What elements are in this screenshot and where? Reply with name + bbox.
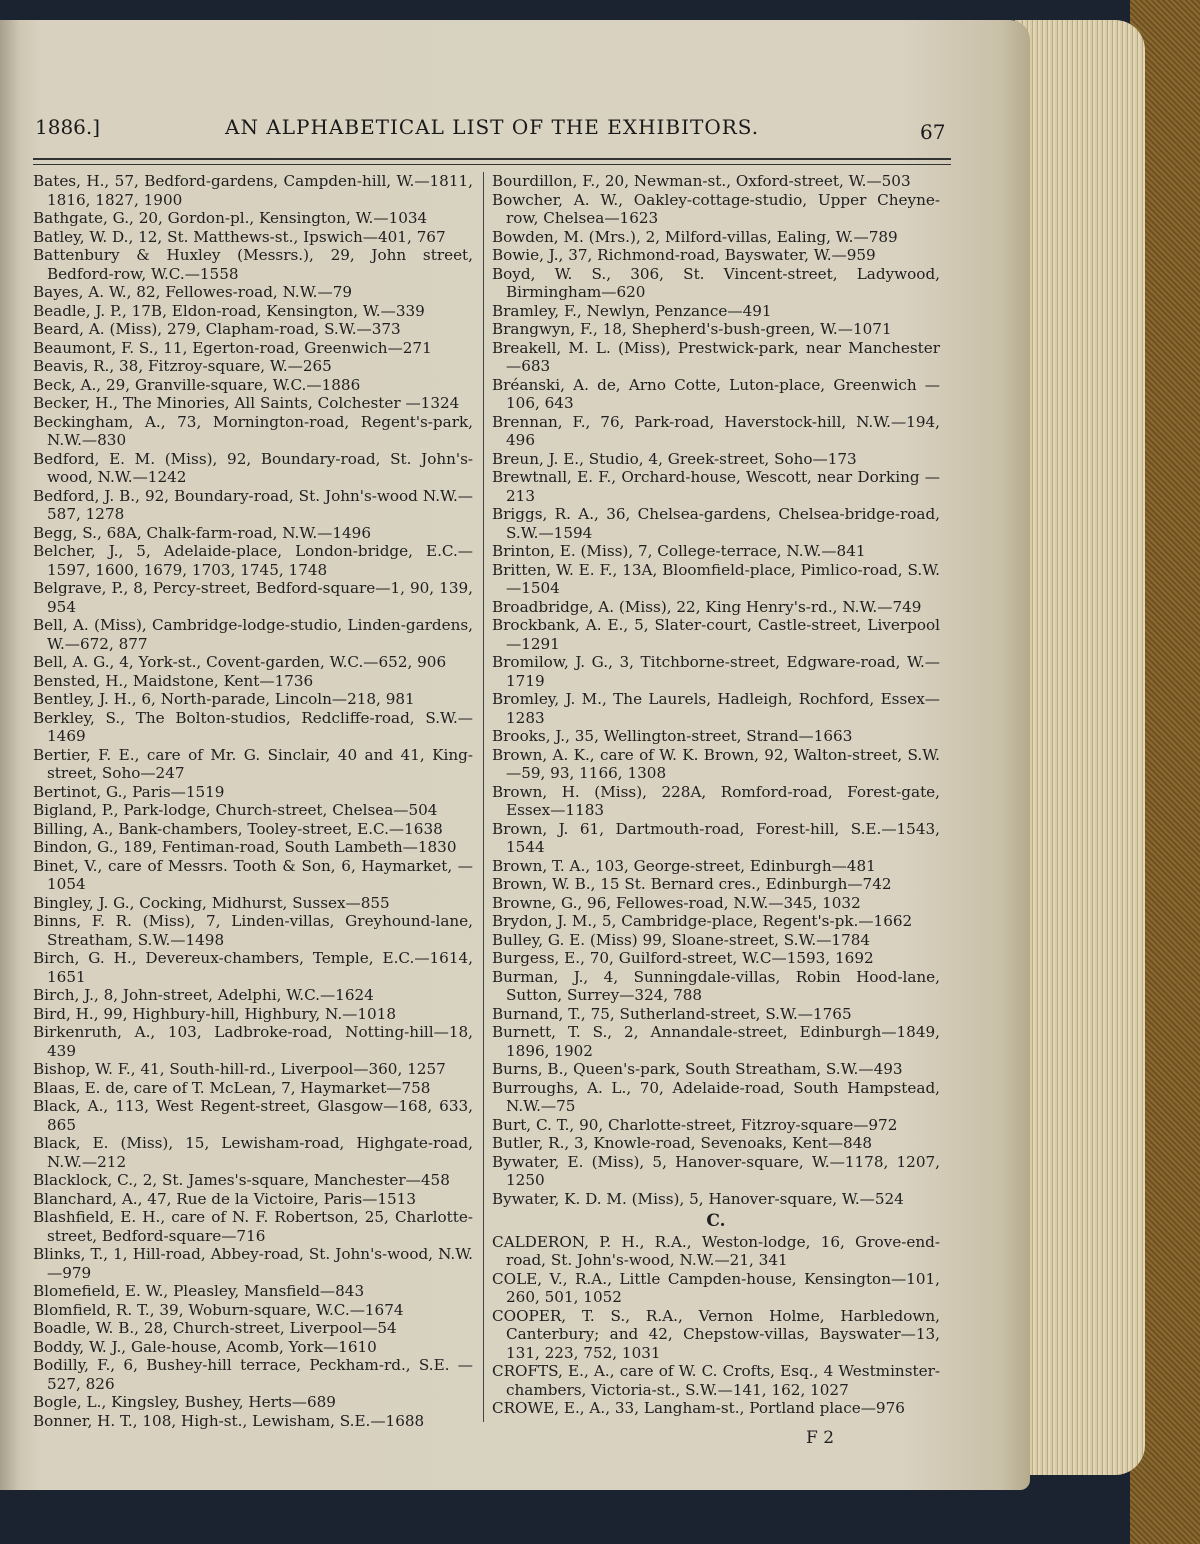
exhibitor-entry: Beadle, J. P., 17B, Eldon-road, Kensington, W.—339 <box>33 301 425 320</box>
column-divider <box>483 172 484 1422</box>
exhibitor-entry: Blinks, T., 1, Hill-road, Abbey-road, St. John's-wood, N.W.—979 <box>33 1245 473 1282</box>
exhibitor-entry: Birch, G. H., Devereux-chambers, Temple, E.C.—1614, 1651 <box>33 949 473 986</box>
exhibitor-entry: Brown, H. (Miss), 228A, Romford-road, Forest-gate, Essex—1183 <box>492 782 940 819</box>
exhibitor-entry: Binet, V., care of Messrs. Tooth & Son, 6, Haymarket, —1054 <box>33 856 473 893</box>
exhibitor-entry: Burns, B., Queen's-park, South Streatham, S.W.—493 <box>492 1060 903 1078</box>
exhibitor-entry: Bogle, L., Kingsley, Bushey, Herts—689 <box>33 1393 336 1411</box>
exhibitor-entry: Beaumont, F. S., 11, Egerton-road, Greenwich—271 <box>33 338 432 357</box>
exhibitor-entry: Becker, H., The Minories, All Saints, Colchester —1324 <box>33 394 460 412</box>
exhibitor-entry: Bowcher, A. W., Oakley-cottage-studio, Upper Cheyne-row, Chelsea—1623 <box>492 190 940 227</box>
header-year: 1886.] <box>35 115 101 139</box>
exhibitor-entry: Blomfield, R. T., 39, Woburn-square, W.C.—1674 <box>33 1300 404 1319</box>
exhibitor-entry: Brown, W. B., 15 St. Bernard cres., Edinburgh—742 <box>492 875 892 893</box>
exhibitor-entry: Begg, S., 68A, Chalk-farm-road, N.W.—1496 <box>33 523 371 542</box>
exhibitor-entry: Bingley, J. G., Cocking, Midhurst, Sussex—855 <box>33 893 390 912</box>
exhibitor-entry: Birch, J., 8, John-street, Adelphi, W.C.—1624 <box>33 986 374 1004</box>
exhibitor-entry: Browne, G., 96, Fellowes-road, N.W.—345, 1032 <box>492 893 861 912</box>
exhibitor-entry: Beard, A. (Miss), 279, Clapham-road, S.W.—373 <box>33 320 401 338</box>
exhibitor-entry: Boadle, W. B., 28, Church-street, Liverpool—54 <box>33 1319 397 1337</box>
exhibitor-entry: Bertinot, G., Paris—1519 <box>33 782 225 801</box>
right-column-b-entries <box>492 172 940 1208</box>
exhibitor-entry: Beavis, R., 38, Fitzroy-square, W.—265 <box>33 357 332 375</box>
exhibitor-entry: Birkenruth, A., 103, Ladbroke-road, Notting-hill—18, 439 <box>33 1023 473 1060</box>
exhibitor-entry: Bathgate, G., 20, Gordon-pl., Kensington, W.—1034 <box>33 209 428 227</box>
exhibitor-entry: Brennan, F., 76, Park-road, Haverstock-hill, N.W.—194, 496 <box>492 412 940 449</box>
exhibitor-entry: CROFTS, E., A., care of W. C. Crofts, Esq., 4 Westminster-chambers, Victoria-st., S.W.—141, 162, 1027 <box>492 1362 940 1399</box>
right-column <box>492 172 940 1418</box>
exhibitor-entry: Bindon, G., 189, Fentiman-road, South Lambeth—1830 <box>33 838 457 856</box>
exhibitor-entry: Black, A., 113, West Regent-street, Glasgow—168, 633, 865 <box>33 1097 473 1134</box>
page-edges <box>1015 20 1145 1475</box>
exhibitor-entry: Boddy, W. J., Gale-house, Acomb, York—1610 <box>33 1337 377 1356</box>
exhibitor-entry: Bigland, P., Park-lodge, Church-street, Chelsea—504 <box>33 801 438 819</box>
exhibitor-entry: COOPER, T. S., R.A., Vernon Holme, Harbledown, Canterbury; and 42, Chepstow-villas, Bayswater—13, 131, 223, 752, 1031 <box>492 1306 940 1362</box>
exhibitor-entry: Butler, R., 3, Knowle-road, Sevenoaks, Kent—848 <box>492 1134 873 1152</box>
exhibitor-entry: Bensted, H., Maidstone, Kent—1736 <box>33 671 314 690</box>
exhibitor-entry: Berkley, S., The Bolton-studios, Redcliffe-road, S.W.—1469 <box>33 708 473 745</box>
header-rule <box>33 158 951 165</box>
exhibitor-entry: Bourdillon, F., 20, Newman-st., Oxford-street, W.—503 <box>492 172 911 190</box>
spine-shadow <box>0 20 20 1490</box>
exhibitor-entry: Battenbury & Huxley (Messrs.), 29, John street, Bedford-row, W.C.—1558 <box>33 246 473 283</box>
exhibitor-entry: Billing, A., Bank-chambers, Tooley-street, E.C.—1638 <box>33 819 443 838</box>
exhibitor-entry: Brydon, J. M., 5, Cambridge-place, Regent's-pk.—1662 <box>492 912 913 930</box>
exhibitor-entry: Briggs, R. A., 36, Chelsea-gardens, Chelsea-bridge-road, S.W.—1594 <box>492 505 940 542</box>
exhibitor-entry: Brooks, J., 35, Wellington-street, Strand—1663 <box>492 727 853 745</box>
exhibitor-entry: Bowden, M. (Mrs.), 2, Milford-villas, Ealing, W.—789 <box>492 227 898 246</box>
exhibitor-entry: Bertier, F. E., care of Mr. G. Sinclair, 40 and 41, King-street, Soho—247 <box>33 745 473 782</box>
exhibitor-entry: Beck, A., 29, Granville-square, W.C.—1886 <box>33 375 361 394</box>
exhibitor-entry: COLE, V., R.A., Little Campden-house, Kensington—101, 260, 501, 1052 <box>492 1269 940 1306</box>
exhibitor-entry: Bonner, H. T., 108, High-st., Lewisham, S.E.—1688 <box>33 1411 425 1430</box>
exhibitor-entry: Brewtnall, E. F., Orchard-house, Wescott, near Dorking —213 <box>492 468 940 505</box>
exhibitor-entry: Brockbank, A. E., 5, Slater-court, Castle-street, Liverpool—1291 <box>492 616 940 653</box>
exhibitor-entry: CROWE, E., A., 33, Langham-st., Portland place—976 <box>492 1399 905 1417</box>
exhibitor-entry: Brown, T. A., 103, George-street, Edinburgh—481 <box>492 856 876 875</box>
exhibitor-entry: Bates, H., 57, Bedford-gardens, Campden-hill, W.—1811, 1816, 1827, 1900 <box>33 172 473 209</box>
exhibitor-entry: Bell, A. G., 4, York-st., Covent-garden, W.C.—652, 906 <box>33 653 447 671</box>
exhibitor-entry: Bromley, J. M., The Laurels, Hadleigh, Rochford, Essex—1283 <box>492 690 940 727</box>
header-title: AN ALPHABETICAL LIST OF THE EXHIBITORS. <box>225 115 760 139</box>
section-letter: C. <box>706 1211 726 1231</box>
running-header <box>35 115 965 151</box>
exhibitor-entry: Bywater, K. D. M. (Miss), 5, Hanover-square, W.—524 <box>492 1189 904 1208</box>
exhibitor-entry: Brinton, E. (Miss), 7, College-terrace, N.W.—841 <box>492 542 866 560</box>
exhibitor-entry: Bishop, W. F., 41, South-hill-rd., Liverpool—360, 1257 <box>33 1060 446 1078</box>
exhibitor-entry: Bowie, J., 37, Richmond-road, Bayswater, W.—959 <box>492 246 876 264</box>
exhibitor-entry: Bodilly, F., 6, Bushey-hill terrace, Peckham-rd., S.E. —527, 826 <box>33 1356 473 1393</box>
exhibitor-entry: Burnett, T. S., 2, Annandale-street, Edinburgh—1849, 1896, 1902 <box>492 1023 940 1060</box>
exhibitor-entry: Bramley, F., Newlyn, Penzance—491 <box>492 301 772 320</box>
exhibitor-entry: Broadbridge, A. (Miss), 22, King Henry's-rd., N.W.—749 <box>492 597 922 616</box>
exhibitor-entry: Breun, J. E., Studio, 4, Greek-street, Soho—173 <box>492 449 857 468</box>
exhibitor-entry: Bentley, J. H., 6, North-parade, Lincoln—218, 981 <box>33 690 415 708</box>
exhibitor-entry: Bywater, E. (Miss), 5, Hanover-square, W.—1178, 1207, 1250 <box>492 1152 940 1189</box>
exhibitor-entry: Brown, J. 61, Dartmouth-road, Forest-hill, S.E.—1543, 1544 <box>492 819 940 856</box>
exhibitor-entry: Britten, W. E. F., 13A, Bloomfield-place, Pimlico-road, S.W.—1504 <box>492 560 940 597</box>
exhibitor-entry: Bayes, A. W., 82, Fellowes-road, N.W.—79 <box>33 283 353 301</box>
exhibitor-entry: Brangwyn, F., 18, Shepherd's-bush-green, W.—1071 <box>492 320 892 338</box>
exhibitor-entry: Burt, C. T., 90, Charlotte-street, Fitzroy-square—972 <box>492 1115 898 1134</box>
left-column <box>33 172 473 1430</box>
exhibitor-entry: Bell, A. (Miss), Cambridge-lodge-studio, Linden-gardens, W.—672, 877 <box>33 616 473 653</box>
page-number: 67 <box>920 120 946 144</box>
exhibitor-entry: Blanchard, A., 47, Rue de la Victoire, Paris—1513 <box>33 1189 416 1208</box>
signature-mark: F 2 <box>806 1428 835 1448</box>
exhibitor-entry: Bedford, J. B., 92, Boundary-road, St. John's-wood N.W.—587, 1278 <box>33 486 473 523</box>
exhibitor-entry: Burroughs, A. L., 70, Adelaide-road, South Hampstead, N.W.—75 <box>492 1078 940 1115</box>
exhibitor-entry: Binns, F. R. (Miss), 7, Linden-villas, Greyhound-lane, Streatham, S.W.—1498 <box>33 912 473 949</box>
exhibitor-entry: Blacklock, C., 2, St. James's-square, Manchester—458 <box>33 1171 450 1189</box>
right-column-c-entries <box>492 1233 940 1418</box>
exhibitor-entry: Burgess, E., 70, Guilford-street, W.C—1593, 1692 <box>492 949 874 967</box>
exhibitor-entry: Blomefield, E. W., Pleasley, Mansfield—843 <box>33 1282 365 1300</box>
exhibitor-entry: Black, E. (Miss), 15, Lewisham-road, Highgate-road, N.W.—212 <box>33 1134 473 1171</box>
exhibitor-entry: Blashfield, E. H., care of N. F. Robertson, 25, Charlotte-street, Bedford-square—716 <box>33 1208 473 1245</box>
exhibitor-entry: Belcher, J., 5, Adelaide-place, London-bridge, E.C.—1597, 1600, 1679, 1703, 1745, 1748 <box>33 542 473 579</box>
exhibitor-entry: CALDERON, P. H., R.A., Weston-lodge, 16, Grove-end-road, St. John's-wood, N.W.—21, 341 <box>492 1232 940 1269</box>
exhibitor-entry: Brown, A. K., care of W. K. Brown, 92, Walton-street, S.W.—59, 93, 1166, 1308 <box>492 745 940 782</box>
exhibitor-entry: Breakell, M. L. (Miss), Prestwick-park, near Manchester—683 <box>492 338 940 375</box>
exhibitor-entry: Bird, H., 99, Highbury-hill, Highbury, N.—1018 <box>33 1004 397 1023</box>
exhibitor-entry: Batley, W. D., 12, St. Matthews-st., Ipswich—401, 767 <box>33 227 446 246</box>
exhibitor-entry: Bulley, G. E. (Miss) 99, Sloane-street, S.W.—1784 <box>492 930 871 949</box>
exhibitor-entry: Burman, J., 4, Sunningdale-villas, Robin Hood-lane, Sutton, Surrey—324, 788 <box>492 967 940 1004</box>
exhibitor-entry: Belgrave, P., 8, Percy-street, Bedford-square—1, 90, 139, 954 <box>33 579 473 616</box>
exhibitor-entry: Burnand, T., 75, Sutherland-street, S.W.—1765 <box>492 1004 852 1023</box>
exhibitor-entry: Bréanski, A. de, Arno Cotte, Luton-place, Greenwich —106, 643 <box>492 375 940 412</box>
exhibitor-entry: Bromilow, J. G., 3, Titchborne-street, Edgware-road, W.—1719 <box>492 653 940 690</box>
exhibitor-entry: Beckingham, A., 73, Mornington-road, Regent's-park, N.W.—830 <box>33 412 473 449</box>
exhibitor-entry: Blaas, E. de, care of T. McLean, 7, Haymarket—758 <box>33 1078 431 1097</box>
exhibitor-entry: Bedford, E. M. (Miss), 92, Boundary-road, St. John's-wood, N.W.—1242 <box>33 449 473 486</box>
exhibitor-entry: Boyd, W. S., 306, St. Vincent-street, Ladywood, Birmingham—620 <box>492 264 940 301</box>
